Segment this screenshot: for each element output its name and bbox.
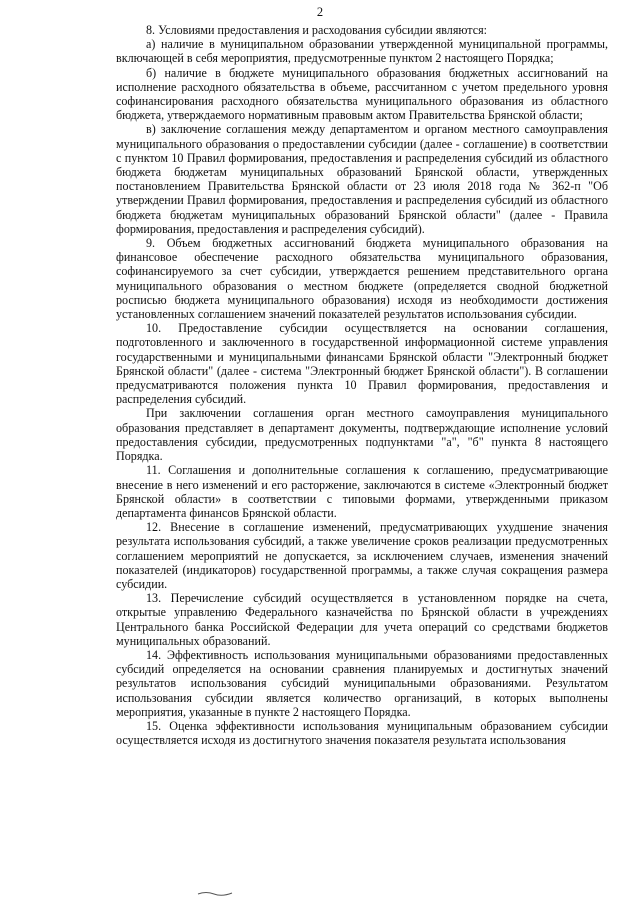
paragraph-8-a: а) наличие в муниципальном образовании утвержденной муниципальной программы, включающей в себя мероприятия, предусмотренные пунктом 2 настоящего Порядка;: [116, 37, 608, 66]
paragraph-15: 15. Оценка эффективности использования муниципальным образованием субсидии осуществляется исходя из достигнутого значения показателя результата использования: [116, 718, 608, 748]
document-body: [116, 23, 608, 747]
paragraph-10-conclusion: При заключении соглашения орган местного самоуправления муниципального образования представляет в департамент документы, подтверждающие исполнение условий предоставления субсидии, предусмотренных подпунктами "а", "б" пункта 8 настоящего Порядка.: [116, 406, 608, 464]
page-number: 2: [316, 5, 324, 19]
paragraph-10: 10. Предоставление субсидии осуществляется на основании соглашения, подготовленного и заключенного в государственной информационной системе управления государственными и муниципальными финансами Брянской области "Электронный бюджет Брянской области" (далее - система "Электронный бюджет Брянской области"). В соглашении предусматриваются положения пункта 10 Правил формирования, предоставления и распределения субсидий.: [116, 321, 608, 407]
paragraph-14: 14. Эффективность использования муниципальными образованиями предоставленных субсидий определяется на основании сравнения планируемых и достигнутых значений результатов использования субсидий муниципальными образованиями. Результатом использования субсидии является количество организаций, в которых выполнены мероприятия, указанные в пункте 2 настоящего Порядка.: [116, 647, 608, 719]
paragraph-8-b: б) наличие в бюджете муниципального образования бюджетных ассигнований на исполнение расходного обязательства в объеме, рассчитанном с учетом предельного уровня софинансирования расходного обязательства муниципального образования из областного бюджета, утверждаемого нормативным правовым актом Правительства Брянской области;: [116, 65, 608, 123]
scan-mark: [196, 890, 236, 898]
paragraph-12: 12. Внесение в соглашение изменений, предусматривающих ухудшение значения результата использования субсидий, а также увеличение сроков реализации предусмотренных соглашением мероприятий не допускается, за исключением случаев, изменения значений показателей (индикаторов) государственной программы, а также случая сокращения размера субсидии.: [116, 520, 608, 591]
paragraph-8-intro: 8. Условиями предоставления и расходования субсидии являются:: [146, 23, 487, 37]
paragraph-13: 13. Перечисление субсидий осуществляется в установленном порядке на счета, открытые управлению Федерального казначейства по Брянской области в учреждениях Центрального банка Российской Федерации для учета операций со средствами бюджетов муниципальных образований.: [116, 591, 608, 648]
paragraph-8-v: в) заключение соглашения между департаментом и органом местного самоуправления муниципального образования о предоставлении субсидии (далее - соглашение) в соответствии с пунктом 10 Правил формирования, предоставления и распределения субсидий из областного бюджета бюджетам муниципальных образований Брянской области, утвержденных постановлением Правительства Брянской области от 23 июля 2018 года № 362-п "Об утверждении Правил формирования, предоставления и распределения субсидий из областного бюджета бюджетам муниципальных образований Брянской области" (далее - Правила формирования, предоставления и распределения субсидий).: [116, 122, 608, 236]
paragraph-9: 9. Объем бюджетных ассигнований бюджета муниципального образования на финансовое обеспечение расходного обязательства муниципального образования, софинансируемого за счет субсидии, утверждается решением представительного органа муниципального образования о местном бюджете (определяется сводной бюджетной росписью бюджета муниципального образования) исходя из необходимости достижения установленных соглашением значений показателей результатов использования субсидии.: [116, 236, 608, 322]
paragraph-11: 11. Соглашения и дополнительные соглашения к соглашению, предусматривающие внесение в него изменений и его расторжение, заключаются в системе «Электронный бюджет Брянской области» в соответствии с типовыми формами, утвержденными приказом департамента финансов Брянской области.: [116, 463, 608, 520]
